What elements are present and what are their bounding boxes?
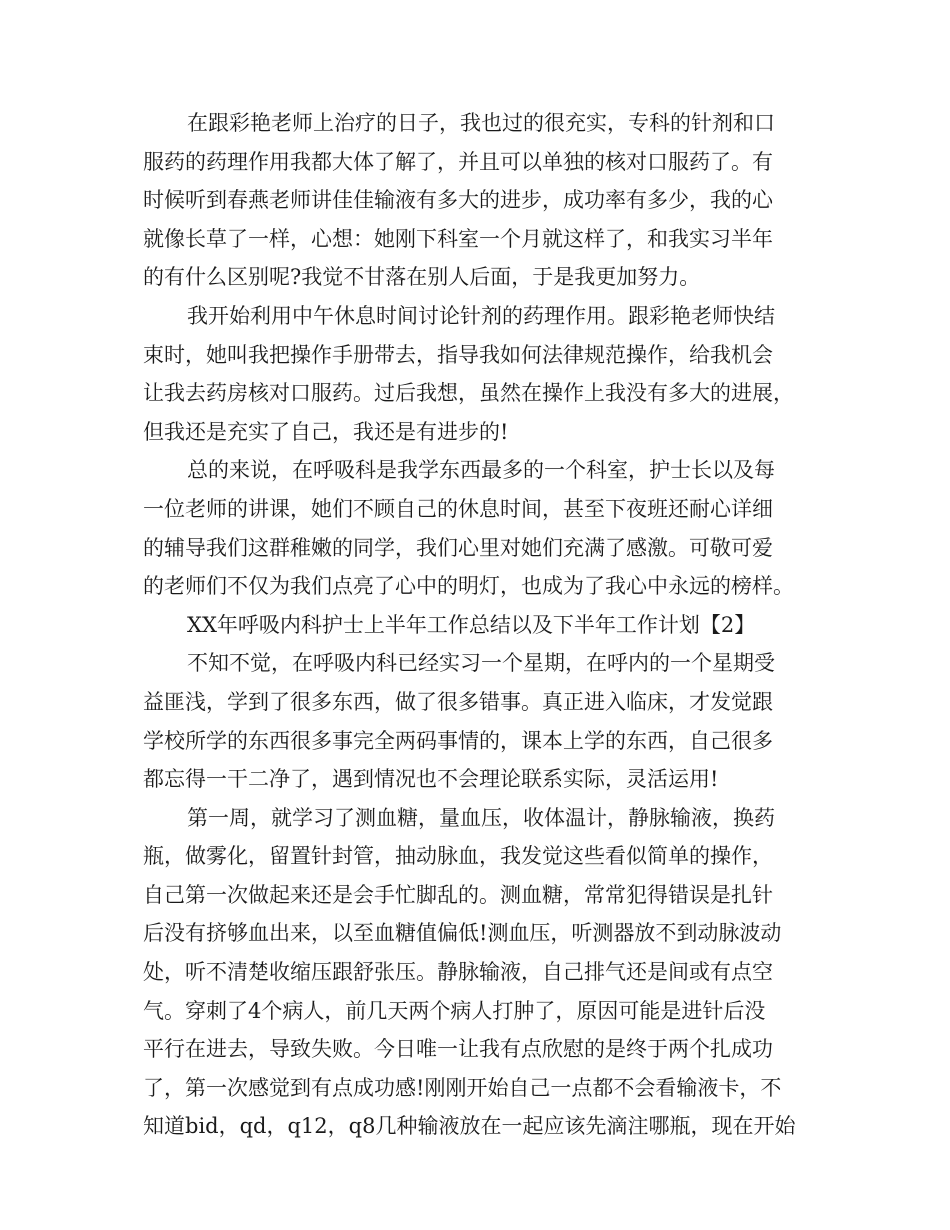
- text-line: 学校所学的东西很多事完全两码事情的，课本上学的东西，自己很多: [143, 728, 773, 753]
- text-line: 处，听不清楚收缩压跟舒张压。静脉输液，自己排气还是间或有点空: [143, 960, 773, 985]
- text-line: 知道bid，qd，q12，q8几种输液放在一起应该先滴注哪瓶，现在开始: [143, 1114, 796, 1139]
- text-line: 服药的药理作用我都大体了解了，并且可以单独的核对口服药了。有: [143, 149, 773, 174]
- text-line: 了，第一次感觉到有点成功感!刚刚开始自己一点都不会看输液卡，不: [143, 1075, 782, 1100]
- text-line: 一位老师的讲课，她们不顾自己的休息时间，甚至下夜班还耐心详细: [143, 496, 773, 521]
- text-line: 总的来说，在呼吸科是我学东西最多的一个科室，护士长以及每: [187, 458, 775, 483]
- text-line: 自己第一次做起来还是会手忙脚乱的。测血糖，常常犯得错误是扎针: [143, 882, 773, 907]
- text-line: 让我去药房核对口服药。过后我想，虽然在操作上我没有多大的进展，: [143, 381, 794, 406]
- text-line: 的辅导我们这群稚嫩的同学，我们心里对她们充满了感激。可敬可爱: [143, 535, 773, 560]
- text-line: 在跟彩艳老师上治疗的日子，我也过的很充实，专科的针剂和口: [187, 111, 775, 135]
- text-line: 都忘得一干二净了，遇到情况也不会理论联系实际，灵活运用!: [143, 767, 719, 792]
- text-line: 的老师们不仅为我们点亮了心中的明灯，也成为了我心中永远的榜样。: [143, 574, 794, 599]
- text-line: 束时，她叫我把操作手册带去，指导我如何法律规范操作，给我机会: [143, 342, 773, 367]
- text-line: XX年呼吸内科护士上半年工作总结以及下半年工作计划【2】: [187, 612, 756, 637]
- text-line: 第一周，就学习了测血糖，量血压，收体温计，静脉输液，换药: [187, 805, 775, 830]
- text-line: 瓶，做雾化，留置针封管，抽动脉血，我发觉这些看似简单的操作，: [143, 844, 773, 869]
- text-line: 益匪浅，学到了很多东西，做了很多错事。真正进入临床，才发觉跟: [143, 689, 773, 714]
- text-line: 后没有挤够血出来，以至血糖值偏低!测血压，听测器放不到动脉波动: [143, 921, 782, 946]
- text-line: 我开始利用中午休息时间讨论针剂的药理作用。跟彩艳老师快结: [187, 303, 775, 328]
- text-line: 的有什么区别呢?我觉不甘落在别人后面，于是我更加努力。: [143, 265, 701, 290]
- text-line: 但我还是充实了自己，我还是有进步的!: [143, 419, 509, 444]
- text-line: 不知不觉，在呼吸内科已经实习一个星期，在呼内的一个星期受: [187, 651, 775, 676]
- document-body: [143, 104, 808, 1146]
- text-line: 时候听到春燕老师讲佳佳输液有多大的进步，成功率有多少，我的心: [143, 188, 773, 213]
- text-line: 气。穿刺了4个病人，前几天两个病人打肿了，原因可能是进针后没: [143, 998, 766, 1023]
- text-line: 平行在进去，导致失败。今日唯一让我有点欣慰的是终于两个扎成功: [143, 1037, 773, 1062]
- text-line: 就像长草了一样，心想：她刚下科室一个月就这样了，和我实习半年: [143, 226, 773, 251]
